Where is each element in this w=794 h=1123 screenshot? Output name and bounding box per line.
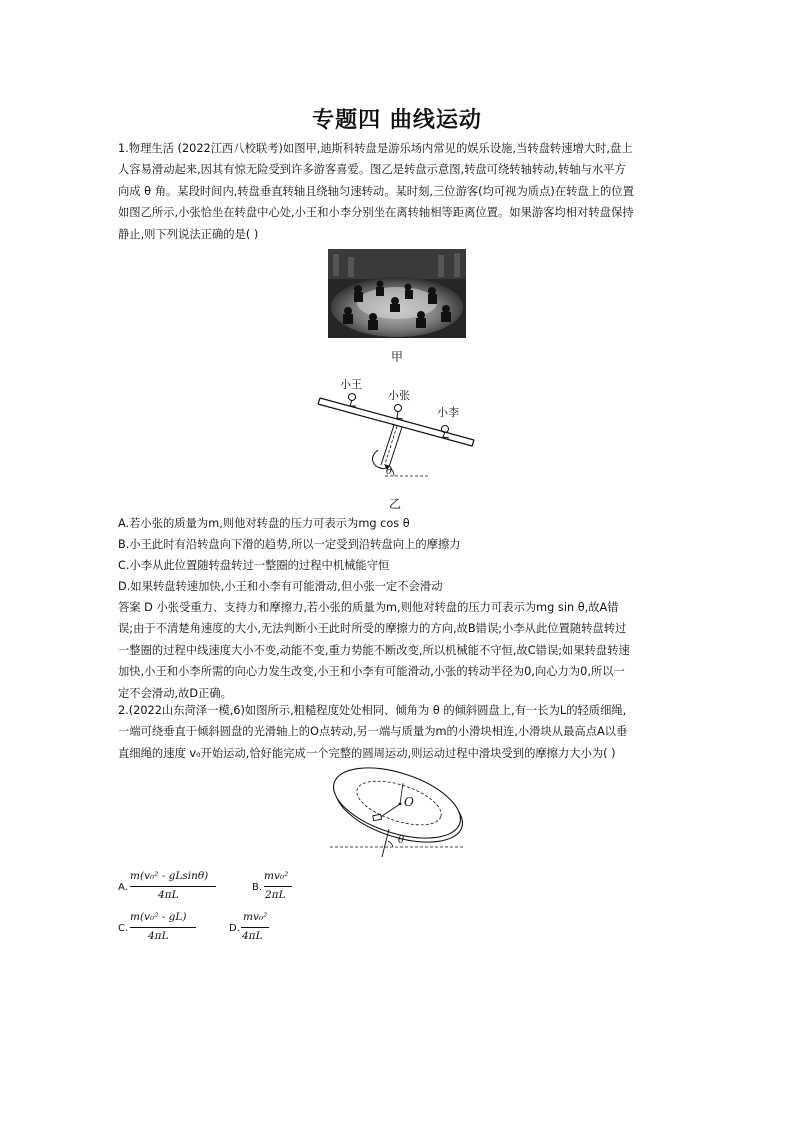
text-line: 加快,小王和小李所需的向心力发生改变,小王和小李有可能滑动,小张的转动半径为0,向心力为0,所以一 xyxy=(118,665,625,679)
fraction-denominator: 4πL xyxy=(158,889,179,901)
page-title: 专题四 曲线运动 xyxy=(312,108,482,133)
figure-caption-jia: 甲 xyxy=(390,350,403,364)
q1-option-b: B.小王此时有沿转盘向下滑的趋势,所以一定受到沿转盘向上的摩擦力 xyxy=(118,538,461,551)
q1-option-c: C.小李从此位置随转盘转过一整圈的过程中机械能守恒 xyxy=(118,559,390,572)
label-xiaozhang: 小张 xyxy=(388,389,410,402)
fraction-numerator: mv₀² xyxy=(264,870,289,882)
disco-turntable-photo xyxy=(328,249,466,338)
option-label: D. xyxy=(229,923,240,934)
fraction-denominator: 4πL xyxy=(148,930,169,942)
fraction-bar xyxy=(130,886,216,887)
fraction-denominator: 2πL xyxy=(265,889,286,901)
fraction-denominator: 4πL xyxy=(242,930,263,942)
question-1-stem xyxy=(118,138,678,245)
option-label: B. xyxy=(252,882,263,893)
text-line: 如图乙所示,小张恰坐在转盘中心处,小王和小李分别坐在离转轴相等距离位置。如果游客均相对转盘保持 xyxy=(118,206,634,220)
inclined-disc-diagram xyxy=(325,765,470,863)
question-2-stem xyxy=(118,700,678,764)
text-line: 向成 θ 角。某段时间内,转盘垂直转轴且绕轴匀速转动。某时刻,三位游客(均可视为质点)在转盘上的位置 xyxy=(118,184,634,198)
text-line: 一端可绕垂直于倾斜圆盘的光滑轴上的O点转动,另一端与质量为m的小滑块相连,小滑块从最高点A以垂 xyxy=(118,725,628,739)
text-line: 静止,则下列说法正确的是( ) xyxy=(118,227,259,241)
fraction-bar xyxy=(241,927,269,928)
label-theta: θ xyxy=(386,466,393,477)
label-theta-2: θ xyxy=(398,835,405,846)
figure-caption-yi: 乙 xyxy=(388,497,401,511)
text-line: 一整圈的过程中线速度大小不变,动能不变,重力势能不断改变,所以机械能不守恒,故C错误;如果转盘转速 xyxy=(118,643,630,657)
q2-option-b xyxy=(252,870,297,906)
fraction-numerator: mv₀² xyxy=(243,911,268,923)
fraction-bar xyxy=(264,886,292,887)
option-label: C. xyxy=(118,923,129,934)
text-line: 2.(2022山东菏泽一模,6)如图所示,粗糙程度处处相同、倾角为 θ 的倾斜圆盘上,有一长为L的轻质细绳, xyxy=(118,704,627,717)
q1-option-a: A.若小张的质量为m,则他对转盘的压力可表示为mg cos θ xyxy=(118,517,410,530)
label-xiaowang: 小王 xyxy=(340,378,362,391)
text-line: 答案 D 小张受重力、支持力和摩擦力,若小张的质量为m,则他对转盘的压力可表示为mg sin θ,故A错 xyxy=(118,601,619,614)
q1-option-d: D.如果转盘转速加快,小王和小李有可能滑动,但小张一定不会滑动 xyxy=(118,580,443,593)
fraction-numerator: m(v₀² - gLsinθ) xyxy=(130,870,209,882)
label-xiaoli: 小李 xyxy=(437,406,459,419)
text-line: 人容易滑动起来,因其有惊无险受到许多游客喜爱。图乙是转盘示意图,转盘可绕转轴转动,转轴与水平方 xyxy=(118,163,626,177)
label-o: O xyxy=(404,795,414,809)
text-line: 直细绳的速度 v₀开始运动,恰好能完成一个完整的圆周运动,则运动过程中滑块受到的摩擦力大小为( ) xyxy=(118,746,616,760)
option-label: A. xyxy=(118,882,128,893)
q1-answer xyxy=(118,597,678,704)
text-line: 定不会滑动,故D正确。 xyxy=(118,686,232,700)
fraction-numerator: m(v₀² - gL) xyxy=(130,911,187,923)
fraction-bar xyxy=(130,927,196,928)
q2-option-c xyxy=(118,911,198,947)
q2-option-a xyxy=(118,870,218,906)
q2-option-d xyxy=(229,911,274,947)
text-line: 误;由于不清楚角速度的大小,无法判断小王此时所受的摩擦力的方向,故B错误;小李从此位置随转盘转过 xyxy=(118,622,627,636)
text-line: 1.物理生活 (2022江西八校联考)如图甲,迪斯科转盘是游乐场内常见的娱乐设施,当转盘转速增大时,盘上 xyxy=(118,142,633,155)
